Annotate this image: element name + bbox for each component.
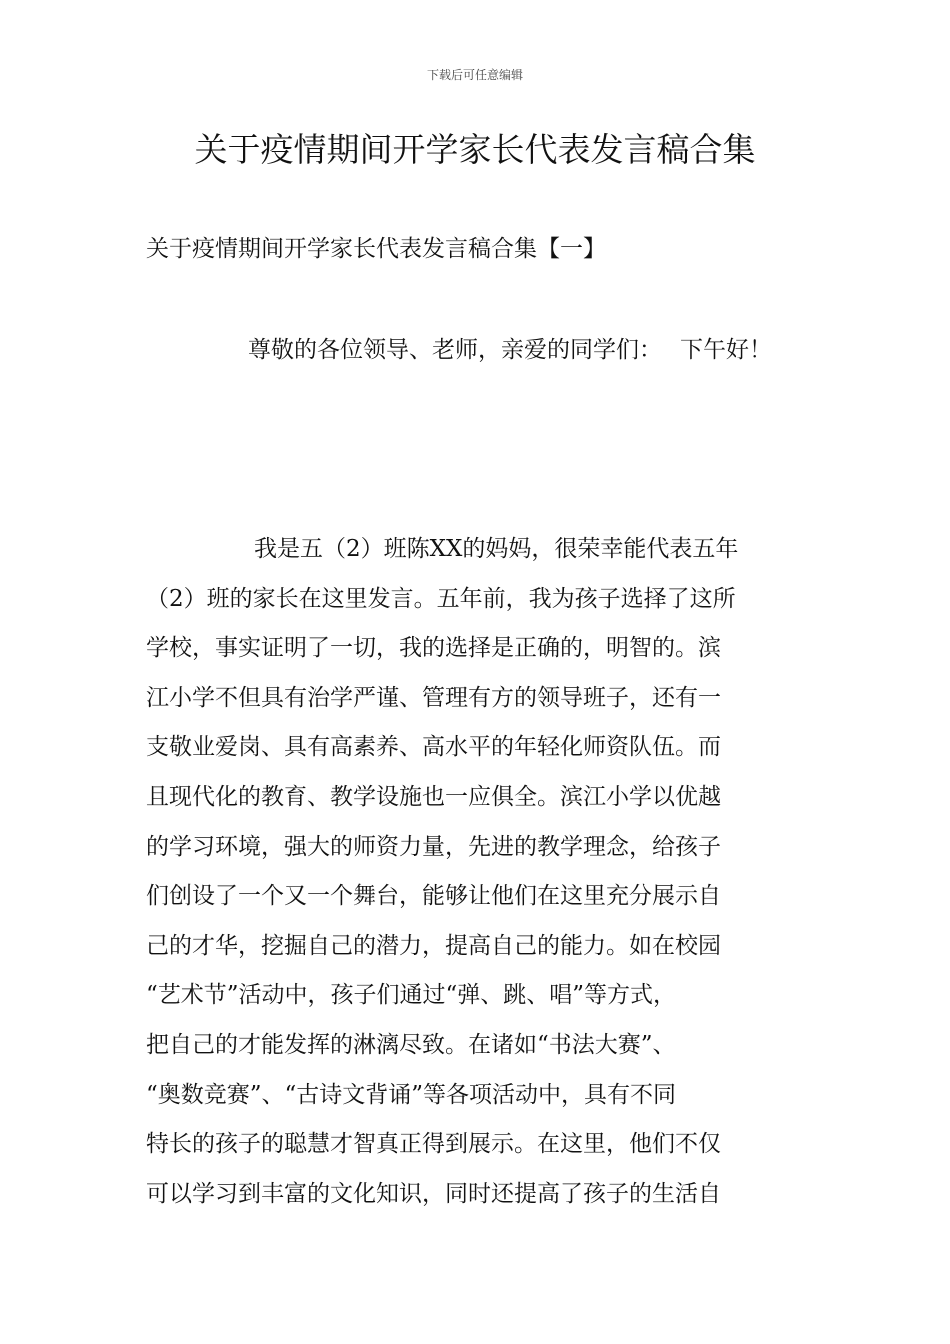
body-line: “艺术节”活动中，孩子们通过“弹、跳、唱”等方式， xyxy=(146,982,677,1009)
header-note: 下载后可任意编辑 xyxy=(426,68,523,82)
body-line: 江小学不但具有治学严谨、管理有方的领导班子，还有一 xyxy=(146,684,721,711)
body-line: “奥数竞赛”、“古诗文背诵”等各项活动中，具有不同 xyxy=(146,1081,677,1108)
body-line: （2）班的家长在这里发言。五年前，我为孩子选择了这所 xyxy=(146,585,736,612)
body-line: 支敬业爱岗、具有高素养、高水平的年轻化师资队伍。而 xyxy=(146,734,721,761)
body-line: 们创设了一个又一个舞台，能够让他们在这里充分展示自 xyxy=(146,883,721,910)
greeting xyxy=(248,333,772,367)
body-line: 我是五（2）班陈XX的妈妈，很荣幸能代表五年 xyxy=(254,536,739,562)
greeting-hello: 下午好！ xyxy=(680,337,772,363)
body-line: 学校，事实证明了一切，我的选择是正确的，明智的。滨 xyxy=(146,635,721,662)
section-title: 关于疫情期间开学家长代表发言稿合集【一】 xyxy=(146,236,606,262)
body-line: 且现代化的教育、教学设施也一应俱全。滨江小学以优越 xyxy=(146,783,721,810)
body-paragraph xyxy=(146,532,816,1226)
body-line: 特长的孩子的聪慧才智真正得到展示。在这里，他们不仅 xyxy=(146,1131,721,1158)
body-line: 的学习环境，强大的师资力量，先进的教学理念，给孩子 xyxy=(146,833,721,860)
body-line: 可以学习到丰富的文化知识，同时还提高了孩子的生活自 xyxy=(146,1180,721,1207)
body-line: 己的才华，挖掘自己的潜力，提高自己的能力。如在校园 xyxy=(146,932,721,959)
body-line: 把自己的才能发挥的淋漓尽致。在诸如“书法大赛”、 xyxy=(146,1031,676,1058)
greeting-salutation: 尊敬的各位领导、老师，亲爱的同学们： xyxy=(248,337,662,363)
document-title: 关于疫情期间开学家长代表发言稿合集 xyxy=(194,130,756,169)
